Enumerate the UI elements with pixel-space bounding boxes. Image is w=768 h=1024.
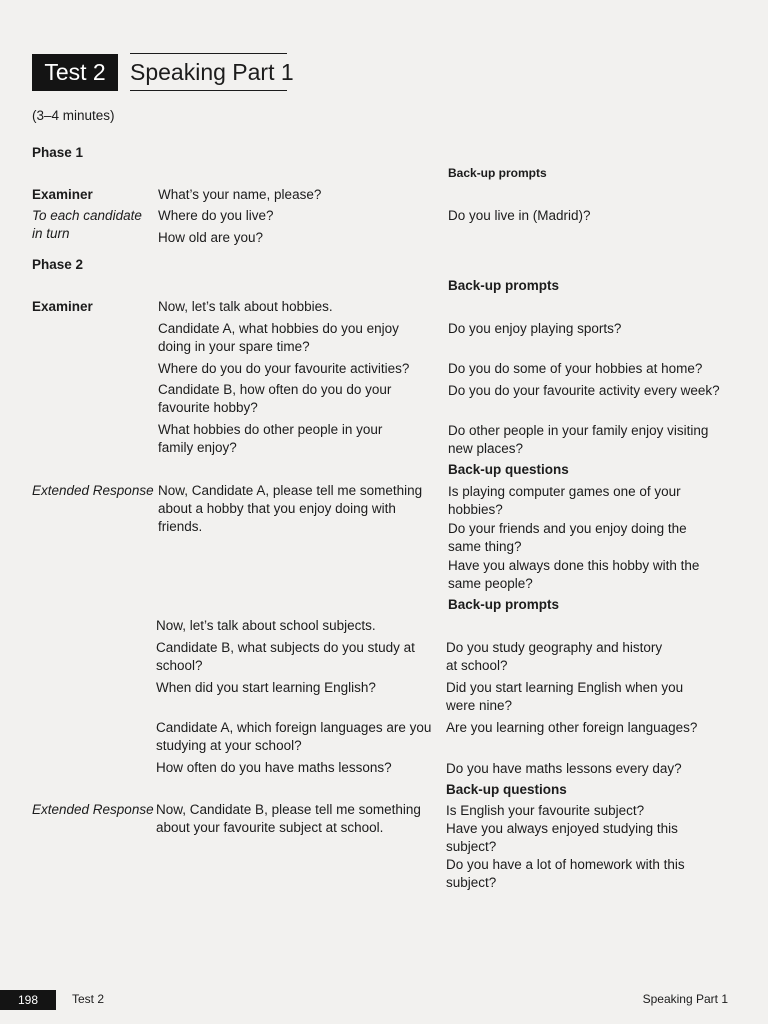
school-backup-prompt: Are you learning other foreign languages? (446, 720, 698, 735)
hobbies-backup-question: hobbies? (448, 502, 503, 517)
school-extended-prompt: about your favourite subject at school. (156, 820, 384, 835)
school-backup-question: Is English your favourite subject? (446, 803, 645, 818)
school-backup-question: subject? (446, 875, 497, 890)
part-title: Speaking Part 1 (130, 59, 294, 85)
school-backup-prompt: Do you study geography and history (446, 640, 663, 655)
school-backup-prompt: Do you have maths lessons every day? (446, 761, 682, 776)
school-question: studying at your school? (156, 738, 302, 753)
hobbies-question: family enjoy? (158, 440, 237, 455)
phase2-backup-heading: Back-up prompts (448, 278, 560, 293)
page-number: 198 (0, 990, 56, 1010)
school-backup-question: subject? (446, 839, 497, 854)
phase1-backup-prompt: Do you live in (Madrid)? (448, 208, 591, 223)
hobbies-intro: Now, let’s talk about hobbies. (158, 299, 333, 314)
title-top-rule (130, 53, 287, 54)
school-backup-question: Have you always enjoyed studying this (446, 821, 678, 836)
school-intro: Now, let’s talk about school subjects. (156, 618, 376, 633)
footer-test-label: Test 2 (72, 992, 105, 1006)
hobbies-question: What hobbies do other people in your (158, 422, 383, 437)
hobbies-question: doing in your spare time? (158, 339, 310, 354)
hobbies-extended-prompt: friends. (158, 519, 203, 534)
duration: (3–4 minutes) (32, 108, 115, 123)
hobbies-backup-prompt: Do you do your favourite activity every week? (448, 383, 720, 398)
hobbies-backup-prompt: Do other people in your family enjoy visiting (448, 423, 709, 438)
hobbies-backup-prompt: Do you enjoy playing sports? (448, 321, 622, 336)
hobbies-extended-prompt: Now, Candidate A, please tell me something (158, 483, 423, 498)
phase1-heading: Phase 1 (32, 145, 84, 160)
hobbies-backup-question: Have you always done this hobby with the (448, 558, 700, 573)
hobbies-question: Candidate B, how often do you do your (158, 382, 392, 397)
hobbies-question: Candidate A, what hobbies do you enjoy (158, 321, 399, 336)
school-extended-prompt: Now, Candidate B, please tell me something (156, 802, 421, 817)
school-question: When did you start learning English? (156, 680, 376, 695)
school-question: Candidate A, which foreign languages are you (156, 720, 432, 735)
phase1-instruction: in turn (32, 226, 70, 241)
school-question: school? (156, 658, 203, 673)
hobbies-extended-prompt: about a hobby that you enjoy doing with (158, 501, 396, 516)
phase1-question: What’s your name, please? (158, 187, 322, 202)
school-backup-question: Do you have a lot of homework with this (446, 857, 685, 872)
hobbies-extended-label: Extended Response (32, 483, 154, 498)
hobbies-backup-questions-heading: Back-up questions (448, 462, 569, 477)
hobbies-question: Where do you do your favourite activities? (158, 361, 410, 376)
footer-part-label: Speaking Part 1 (642, 992, 728, 1006)
school-backup-prompt: at school? (446, 658, 508, 673)
phase2-heading: Phase 2 (32, 257, 84, 272)
hobbies-backup-question: same thing? (448, 539, 522, 554)
hobbies-question: favourite hobby? (158, 400, 258, 415)
phase2-role: Examiner (32, 299, 93, 314)
school-backup-questions-heading: Back-up questions (446, 782, 567, 797)
school-backup-prompt: were nine? (446, 698, 513, 713)
hobbies-backup-prompt: new places? (448, 441, 524, 456)
test-label: Test 2 (32, 54, 118, 91)
school-extended-label: Extended Response (32, 802, 154, 817)
phase1-instruction: To each candidate (32, 208, 142, 223)
school-backup-prompt: Did you start learning English when you (446, 680, 684, 695)
school-question: How often do you have maths lessons? (156, 760, 392, 775)
hobbies-backup-prompt: Do you do some of your hobbies at home? (448, 361, 703, 376)
phase1-question: Where do you live? (158, 208, 274, 223)
school-question: Candidate B, what subjects do you study at (156, 640, 415, 655)
school-backup-heading: Back-up prompts (448, 597, 560, 612)
phase1-role: Examiner (32, 187, 93, 202)
hobbies-backup-question: same people? (448, 576, 533, 591)
hobbies-backup-question: Is playing computer games one of your (448, 484, 681, 499)
phase1-question: How old are you? (158, 230, 264, 245)
title-bottom-rule (130, 90, 287, 91)
hobbies-backup-question: Do your friends and you enjoy doing the (448, 521, 687, 536)
phase1-backup-heading: Back-up prompts (448, 166, 547, 180)
